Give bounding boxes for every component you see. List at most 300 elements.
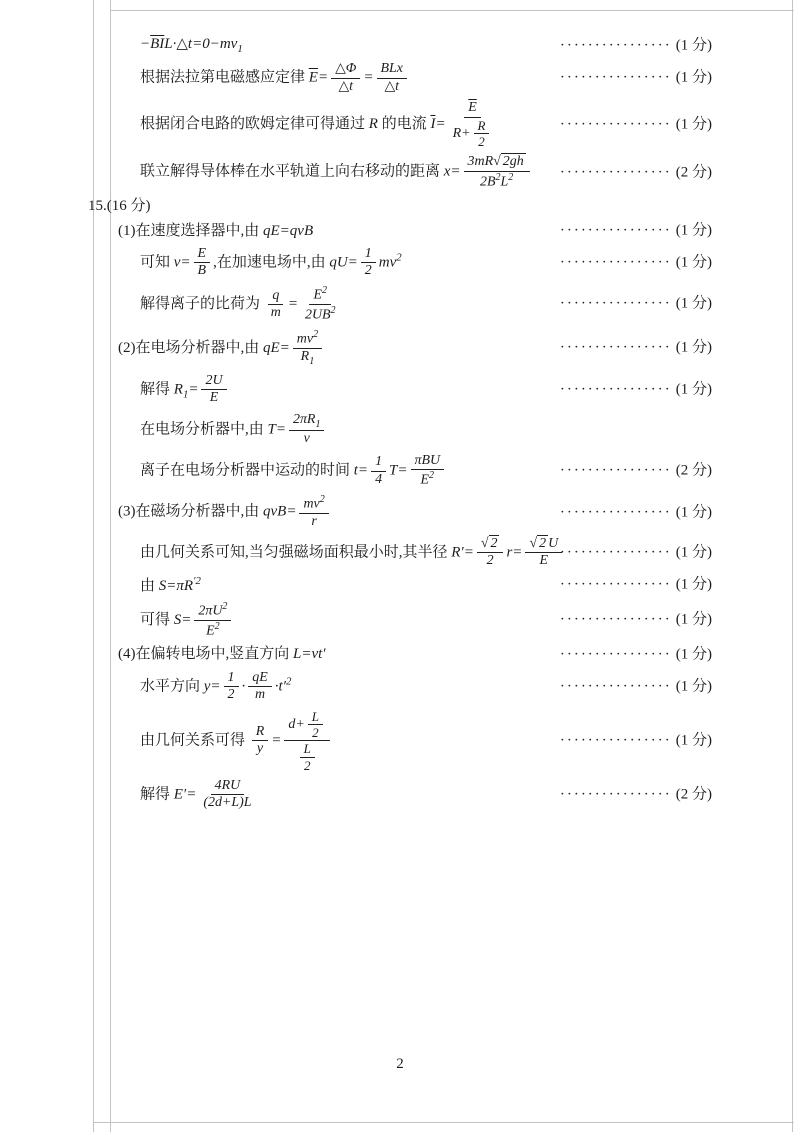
fraction-numerator bbox=[211, 778, 245, 795]
score-annotation bbox=[560, 503, 712, 522]
math-run: 4 bbox=[375, 471, 383, 487]
subscript: 1 bbox=[309, 355, 315, 367]
fraction bbox=[474, 118, 490, 150]
score-annotation bbox=[560, 339, 712, 358]
fraction-denominator bbox=[293, 741, 322, 773]
fraction-numerator bbox=[477, 536, 504, 553]
dot-leader: ················ bbox=[559, 646, 672, 663]
dot-leader: ················ bbox=[559, 254, 672, 271]
text-run: 可知 bbox=[140, 254, 174, 271]
text-run: 由几何关系可知,当匀强磁场面积最小时,其半径 bbox=[140, 544, 452, 561]
answer-line bbox=[0, 709, 800, 773]
radical-sign: √ bbox=[480, 535, 489, 551]
math-run: 2 bbox=[486, 553, 494, 569]
dot-leader: ················ bbox=[559, 70, 672, 87]
math-run: 1 bbox=[375, 454, 383, 470]
dot-leader: ················ bbox=[559, 544, 672, 561]
score-value: (1 分) bbox=[675, 646, 712, 663]
math-run: 3mR bbox=[467, 154, 494, 170]
math-run: R bbox=[368, 116, 378, 133]
answer-line bbox=[0, 61, 800, 95]
text-run: 解得 bbox=[140, 381, 174, 398]
fraction-denominator bbox=[301, 305, 340, 324]
fraction-numerator bbox=[224, 670, 239, 687]
math-run: E bbox=[206, 623, 215, 639]
fraction-numerator bbox=[377, 61, 407, 78]
dot-leader: ················ bbox=[559, 678, 672, 695]
score-annotation bbox=[560, 380, 712, 399]
fraction bbox=[252, 724, 269, 758]
superscript: 2 bbox=[429, 470, 435, 482]
score-annotation bbox=[560, 254, 712, 273]
fraction-denominator bbox=[476, 172, 517, 191]
math-run: = bbox=[435, 116, 446, 133]
fraction-numerator bbox=[268, 288, 283, 305]
math-run: y bbox=[256, 741, 264, 757]
math-run: 2 bbox=[478, 134, 485, 150]
score-annotation bbox=[560, 576, 712, 595]
fraction bbox=[248, 670, 271, 704]
answer-line bbox=[0, 575, 800, 596]
fraction-denominator bbox=[536, 553, 553, 569]
text-run: 15.(16 分) bbox=[88, 197, 151, 214]
fraction-denominator bbox=[380, 79, 403, 95]
math-run: mv bbox=[378, 254, 397, 271]
fraction-numerator bbox=[411, 453, 445, 470]
score-annotation bbox=[560, 163, 712, 182]
math-run: E′= bbox=[173, 786, 197, 803]
math-run: πBU bbox=[414, 452, 441, 468]
score-annotation bbox=[560, 677, 712, 696]
score-value: (1 分) bbox=[675, 611, 712, 628]
answer-line-content bbox=[140, 709, 333, 773]
superscript: 2 bbox=[330, 304, 336, 316]
overline-variable: $\overline{I}$ bbox=[430, 116, 436, 133]
answer-line-content bbox=[140, 453, 447, 490]
math-run: mv bbox=[296, 331, 314, 347]
fraction bbox=[194, 601, 231, 640]
fraction-denominator bbox=[417, 470, 439, 489]
subscript: 1 bbox=[182, 388, 189, 401]
superscript: 2 bbox=[222, 600, 228, 612]
page-border-top bbox=[110, 10, 794, 11]
fraction-denominator bbox=[334, 79, 357, 95]
answer-line bbox=[0, 412, 800, 448]
text-run: (1)在速度选择器中,由 bbox=[118, 222, 263, 239]
answer-line-content bbox=[140, 412, 327, 448]
answer-line-content bbox=[140, 61, 410, 95]
answer-line-content bbox=[140, 35, 243, 56]
math-run: △Φ bbox=[335, 61, 357, 77]
dot-leader: ················ bbox=[559, 222, 672, 239]
math-run: m bbox=[270, 304, 281, 320]
answer-line-content bbox=[118, 645, 326, 664]
text-run: 水平方向 bbox=[140, 678, 204, 695]
fraction-numerator bbox=[525, 536, 562, 553]
fraction-denominator bbox=[483, 553, 498, 569]
math-run: E bbox=[313, 287, 322, 303]
math-run: v= bbox=[173, 254, 191, 271]
fraction bbox=[377, 61, 407, 95]
math-run: = bbox=[287, 295, 298, 312]
text-run: (3)在磁场分析器中,由 bbox=[118, 504, 263, 521]
subscript: 1 bbox=[315, 418, 321, 430]
math-run: L bbox=[303, 741, 311, 757]
fraction-numerator bbox=[289, 412, 324, 432]
fraction bbox=[194, 246, 211, 280]
answer-line bbox=[0, 645, 800, 665]
answer-line bbox=[0, 329, 800, 368]
text-run: 联立解得导体棒在水平轨道上向右移动的距离 bbox=[140, 164, 444, 181]
text-run: 根据闭合电路的欧姆定律可得通过 bbox=[140, 116, 369, 133]
answer-line-content bbox=[140, 575, 201, 596]
math-run: 2 bbox=[364, 263, 372, 279]
fraction-numerator bbox=[300, 741, 315, 757]
math-run: · bbox=[241, 678, 246, 695]
math-run: 2B bbox=[479, 174, 496, 190]
fraction bbox=[201, 373, 226, 407]
score-annotation bbox=[560, 69, 712, 88]
superscript: 2 bbox=[313, 329, 319, 341]
fraction bbox=[411, 453, 445, 490]
math-run: qU= bbox=[329, 254, 358, 271]
math-run: qE= bbox=[263, 339, 290, 356]
text-run: 可得 bbox=[140, 611, 174, 628]
dot-leader: ················ bbox=[559, 340, 672, 357]
fraction-denominator bbox=[300, 431, 314, 447]
answer-line-content bbox=[88, 197, 151, 216]
text-run: (2)在电场分析器中,由 bbox=[118, 339, 263, 356]
math-run: q bbox=[272, 287, 280, 303]
math-run: R bbox=[300, 349, 310, 365]
radicand bbox=[501, 153, 526, 169]
fraction bbox=[267, 288, 285, 322]
fraction-denominator bbox=[371, 472, 386, 488]
math-run: S= bbox=[173, 611, 192, 628]
score-annotation bbox=[560, 222, 712, 241]
score-annotation bbox=[560, 645, 712, 664]
math-run: = bbox=[188, 381, 199, 398]
answer-line bbox=[0, 453, 800, 490]
score-annotation bbox=[560, 116, 712, 135]
answer-line-content bbox=[140, 373, 230, 407]
square-root bbox=[481, 535, 500, 551]
fraction-numerator bbox=[371, 454, 386, 471]
score-annotation bbox=[560, 462, 712, 481]
overline-variable: $\overline{BI}$ bbox=[150, 36, 165, 52]
page-border-bottom bbox=[93, 1122, 794, 1123]
superscript: 2 bbox=[396, 251, 402, 264]
score-value: (1 分) bbox=[675, 116, 712, 133]
math-run: v bbox=[303, 431, 310, 447]
math-run: B bbox=[197, 263, 207, 279]
fraction-numerator bbox=[248, 670, 271, 687]
fraction-denominator bbox=[253, 741, 267, 757]
math-run: T= bbox=[267, 421, 286, 438]
math-run: 1 bbox=[364, 245, 372, 261]
score-value: (1 分) bbox=[675, 70, 712, 87]
math-run: 2U bbox=[205, 372, 223, 388]
superscript: 2 bbox=[319, 494, 325, 506]
answer-line-content bbox=[140, 154, 533, 191]
math-run: △t bbox=[384, 78, 400, 94]
math-run: (2d+L)L bbox=[203, 795, 252, 811]
fraction-numerator bbox=[284, 709, 330, 742]
answer-line bbox=[0, 285, 800, 324]
math-run: − bbox=[140, 36, 151, 52]
fraction bbox=[293, 329, 322, 368]
score-value: (2 分) bbox=[675, 164, 712, 181]
superscript: ′2 bbox=[193, 574, 201, 587]
fraction-denominator bbox=[361, 263, 376, 279]
math-run: 2UB bbox=[304, 307, 331, 323]
fraction bbox=[199, 778, 255, 812]
math-run: R bbox=[255, 723, 265, 739]
answer-line bbox=[0, 778, 800, 812]
text-run: 的电流 bbox=[377, 116, 431, 133]
math-run: 2 bbox=[227, 687, 235, 703]
math-run: d+ bbox=[288, 716, 305, 732]
fraction-denominator bbox=[267, 305, 285, 321]
answer-line bbox=[0, 35, 800, 56]
fraction bbox=[371, 454, 386, 488]
score-annotation bbox=[560, 731, 712, 750]
math-run: 2 bbox=[303, 757, 311, 773]
math-run: S=πR bbox=[158, 577, 194, 594]
answer-line-content bbox=[140, 246, 402, 280]
answer-line bbox=[0, 373, 800, 407]
answer-line-content bbox=[140, 285, 343, 324]
score-annotation bbox=[560, 611, 712, 630]
dot-leader: ················ bbox=[559, 611, 672, 628]
math-run: T= bbox=[389, 462, 408, 479]
fraction-denominator bbox=[202, 621, 224, 640]
answer-line-content bbox=[118, 494, 332, 531]
fraction-numerator bbox=[252, 724, 269, 741]
answer-line bbox=[0, 670, 800, 704]
math-run: 2 bbox=[539, 535, 547, 551]
math-run: = bbox=[271, 732, 282, 749]
fraction-denominator bbox=[199, 795, 255, 811]
math-run: r bbox=[311, 514, 317, 530]
fraction-denominator bbox=[307, 514, 320, 530]
fraction bbox=[299, 494, 328, 531]
text-run: 在电场分析器中,由 bbox=[140, 421, 268, 438]
answer-line bbox=[0, 100, 800, 149]
radical-sign: √ bbox=[529, 535, 538, 551]
score-value: (1 分) bbox=[675, 37, 712, 54]
math-run: 2 bbox=[312, 724, 319, 740]
fraction-numerator bbox=[299, 494, 328, 514]
radicand bbox=[489, 535, 500, 551]
answer-lines-container bbox=[0, 30, 800, 817]
math-run: qvB= bbox=[263, 504, 297, 521]
math-run: m bbox=[254, 687, 266, 703]
radical-sign: √ bbox=[493, 154, 501, 170]
subscript: 1 bbox=[237, 43, 243, 55]
score-value: (1 分) bbox=[675, 678, 712, 695]
math-run: R bbox=[173, 381, 183, 398]
superscript: 2 bbox=[214, 620, 220, 632]
score-value: (2 分) bbox=[675, 462, 712, 479]
math-run: E bbox=[420, 472, 430, 488]
answer-line bbox=[0, 536, 800, 570]
fraction-denominator bbox=[449, 118, 497, 150]
fraction bbox=[301, 285, 340, 324]
math-run: qE bbox=[252, 669, 268, 685]
score-value: (2 分) bbox=[675, 786, 712, 803]
score-value: (1 分) bbox=[675, 222, 712, 239]
math-run: E bbox=[197, 245, 207, 261]
superscript: 2 bbox=[285, 675, 292, 688]
answer-line-content bbox=[140, 536, 565, 570]
fraction bbox=[331, 61, 360, 95]
superscript: 2 bbox=[508, 171, 514, 183]
fraction bbox=[464, 154, 530, 191]
math-run: △t bbox=[338, 78, 354, 94]
page-number: 2 bbox=[396, 1056, 404, 1073]
math-run: = bbox=[363, 69, 374, 86]
dot-leader: ················ bbox=[559, 381, 672, 398]
overline-variable: $\overline{E}$ bbox=[468, 100, 477, 116]
text-run: 解得离子的比荷为 bbox=[140, 295, 264, 312]
fraction-numerator bbox=[361, 246, 376, 263]
math-run: U bbox=[548, 535, 559, 551]
square-root bbox=[493, 153, 526, 169]
fraction bbox=[284, 709, 330, 773]
radicand bbox=[537, 535, 548, 551]
math-run: L·△t=0−mv bbox=[164, 36, 238, 52]
score-value: (1 分) bbox=[675, 340, 712, 357]
answer-line bbox=[0, 246, 800, 280]
answer-line-content bbox=[140, 670, 291, 704]
dot-leader: ················ bbox=[559, 576, 672, 593]
fraction bbox=[449, 100, 497, 149]
math-run: BLx bbox=[380, 61, 403, 77]
answer-line-content bbox=[140, 778, 258, 812]
fraction-numerator bbox=[194, 601, 231, 621]
score-value: (1 分) bbox=[675, 254, 712, 271]
score-annotation bbox=[560, 295, 712, 314]
superscript: 2 bbox=[495, 171, 501, 183]
answer-line bbox=[0, 601, 800, 640]
math-run: x= bbox=[443, 164, 461, 181]
fraction bbox=[224, 670, 239, 704]
fraction-denominator bbox=[300, 758, 314, 773]
text-run: 解得 bbox=[140, 786, 174, 803]
math-run: R′= bbox=[451, 544, 474, 561]
score-annotation bbox=[560, 543, 712, 562]
answer-line-content bbox=[140, 100, 499, 149]
math-run: y= bbox=[203, 678, 221, 695]
score-value: (1 分) bbox=[675, 381, 712, 398]
fraction-numerator bbox=[464, 154, 530, 171]
math-run: ·t′ bbox=[274, 678, 286, 695]
fraction bbox=[361, 246, 376, 280]
math-run: 2 bbox=[490, 535, 498, 551]
fraction-numerator bbox=[464, 100, 481, 117]
math-run: = bbox=[317, 69, 329, 86]
fraction-numerator bbox=[308, 709, 323, 725]
score-annotation bbox=[560, 785, 712, 804]
math-run: 2πU bbox=[198, 603, 223, 619]
superscript: 2 bbox=[322, 284, 328, 296]
fraction bbox=[308, 709, 323, 741]
fraction bbox=[477, 536, 504, 570]
math-run: E bbox=[209, 390, 219, 406]
dot-leader: ················ bbox=[559, 504, 672, 521]
math-run: r= bbox=[506, 544, 523, 561]
math-run: 1 bbox=[227, 669, 235, 685]
dot-leader: ················ bbox=[559, 462, 672, 479]
fraction-numerator bbox=[201, 373, 226, 390]
fraction-denominator bbox=[308, 725, 322, 740]
fraction-denominator bbox=[194, 263, 211, 279]
answer-line-content bbox=[118, 222, 313, 241]
fraction-numerator bbox=[194, 246, 211, 263]
math-run: L=vt′ bbox=[293, 646, 326, 663]
dot-leader: ················ bbox=[559, 116, 672, 133]
math-run: E bbox=[539, 553, 549, 569]
answer-line-content bbox=[118, 329, 325, 368]
score-value: (1 分) bbox=[675, 504, 712, 521]
math-run: L bbox=[311, 708, 319, 724]
dot-leader: ················ bbox=[559, 732, 672, 749]
dot-leader: ················ bbox=[559, 37, 672, 54]
fraction bbox=[289, 412, 324, 448]
overline-variable: $\overline{E}$ bbox=[308, 69, 318, 86]
fraction bbox=[525, 536, 562, 570]
text-run: 离子在电场分析器中运动的时间 bbox=[140, 462, 354, 479]
math-run: 2gh bbox=[502, 154, 524, 170]
text-run: 由 bbox=[140, 577, 159, 594]
math-run: 2πR bbox=[292, 411, 316, 427]
text-run: 由几何关系可得 bbox=[140, 732, 249, 749]
math-run: 4RU bbox=[214, 777, 241, 793]
dot-leader: ················ bbox=[559, 164, 672, 181]
fraction-numerator bbox=[293, 329, 322, 349]
answer-line bbox=[0, 221, 800, 241]
square-root bbox=[529, 535, 548, 551]
answer-line bbox=[0, 494, 800, 531]
dot-leader: ················ bbox=[559, 296, 672, 313]
score-annotation bbox=[560, 36, 712, 55]
fraction-denominator bbox=[206, 390, 223, 406]
fraction-denominator bbox=[224, 687, 239, 703]
score-value: (1 分) bbox=[675, 296, 712, 313]
text-run: 根据法拉第电磁感应定律 bbox=[140, 69, 309, 86]
fraction-numerator bbox=[331, 61, 360, 78]
math-run: L bbox=[500, 174, 509, 190]
answer-line bbox=[0, 154, 800, 191]
score-value: (1 分) bbox=[675, 732, 712, 749]
answer-line bbox=[0, 196, 800, 216]
score-value: (1 分) bbox=[675, 576, 712, 593]
dot-leader: ················ bbox=[559, 786, 672, 803]
math-run: t= bbox=[353, 462, 369, 479]
math-run: qE=qvB bbox=[263, 222, 314, 239]
fraction-denominator bbox=[474, 134, 488, 149]
text-run: (4)在偏转电场中,竖直方向 bbox=[118, 646, 293, 663]
answer-line-content bbox=[140, 601, 234, 640]
math-run: R bbox=[477, 117, 486, 133]
math-run: mv bbox=[303, 496, 320, 512]
math-run: R+ bbox=[452, 125, 471, 141]
text-run: ,在加速电场中,由 bbox=[213, 254, 330, 271]
fraction-denominator bbox=[297, 349, 319, 368]
fraction-numerator bbox=[474, 118, 490, 134]
fraction bbox=[300, 741, 315, 773]
